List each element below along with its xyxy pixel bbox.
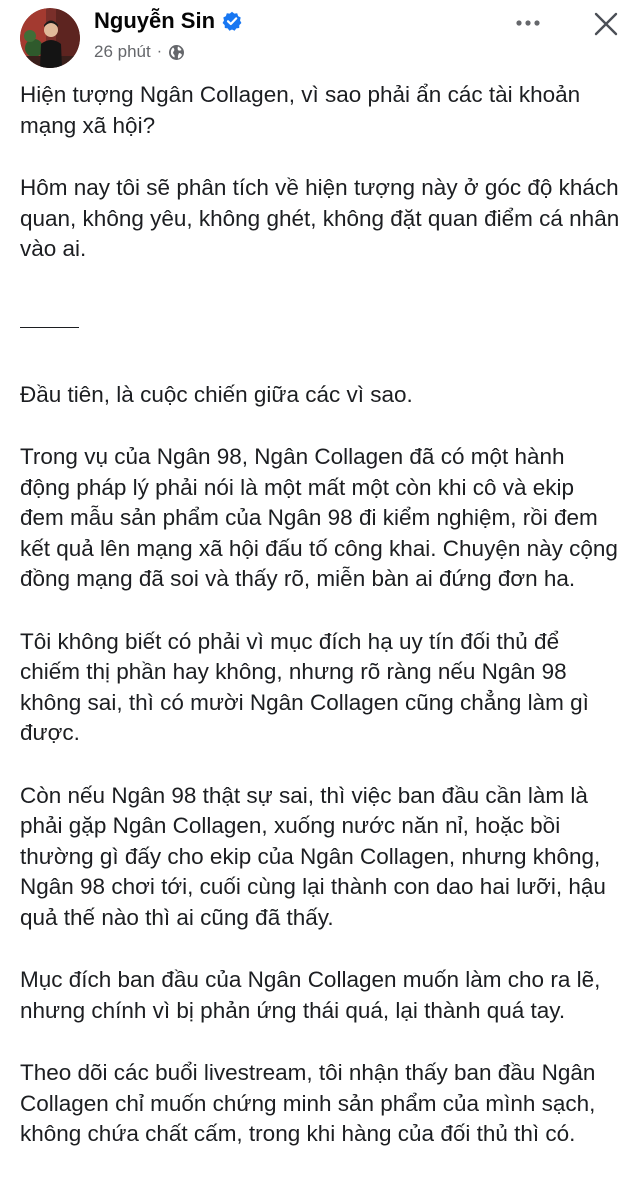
post-paragraph: Hôm nay tôi sẽ phân tích về hiện tượng này ở góc độ khách quan, không yêu, không ghét, không đặt quan điểm cá nhân vào ai. [20,175,620,261]
verified-badge-icon [222,11,242,31]
more-options-button[interactable] [511,10,545,36]
post-paragraph: Còn nếu Ngân 98 thật sự sai, thì việc ban đầu cần làm là phải gặp Ngân Collagen, xuống nước năn nỉ, hoặc bồi thường gì đấy cho ekip của Ngân Collagen, nhưng không, Ngân 98 chơi tới, cuối cùng lại thành con dao hai lưỡi, hậu quả thế nào thì ai cũng đã thấy. [20,782,606,930]
close-icon [594,12,618,36]
post-paragraph: Đầu tiên, là cuộc chiến giữa các vì sao. [20,381,413,407]
more-horizontal-icon [516,20,540,26]
divider-spacer [20,297,620,327]
text-divider [20,327,79,328]
post-paragraph: Tôi không biết có phải vì mục đích hạ uy tín đối thủ để chiếm thị phần hay không, nhưng rõ ràng nếu Ngân 98 không sai, thì có mười Ngân Collagen cũng chẳng làm gì được. [20,628,589,745]
post-header [0,0,640,80]
post-paragraph: Trong vụ của Ngân 98, Ngân Collagen đã có một hành động pháp lý phải nói là một mất một còn khi cô và ekip đem mẫu sản phẩm của Ngân 98 đi kiểm nghiệm, rồi đem kết quả lên mạng xã hội đấu tố công khai. Chuyện này cộng đồng mạng đã soi và thấy rõ, miễn bàn ai đứng đơn ha. [20,444,618,591]
avatar[interactable] [20,8,80,68]
post-paragraph: Hiện tượng Ngân Collagen, vì sao phải ẩn các tài khoản mạng xã hội? [20,82,581,138]
post-time[interactable]: 26 phút [94,42,151,61]
post-paragraph: Theo dõi các buổi livestream, tôi nhận thấy ban đầu Ngân Collagen chỉ muốn chứng minh sản phẩm của mình sạch, không chứa chất cấm, trong khi hàng của đối thủ thì có. [20,1060,596,1146]
avatar-photo [20,8,80,68]
post-body [20,80,620,1182]
author-name[interactable]: Nguyễn Sin [94,8,216,33]
meta-separator: · [156,43,163,60]
post-meta [94,42,185,62]
author-line [94,8,242,34]
post-paragraph: Mục đích ban đầu của Ngân Collagen muốn làm cho ra lẽ, nhưng chính vì bị phản ứng thái quá, lại thành quá tay. [20,967,601,1023]
close-button[interactable] [590,8,622,40]
globe-icon[interactable] [168,44,185,61]
